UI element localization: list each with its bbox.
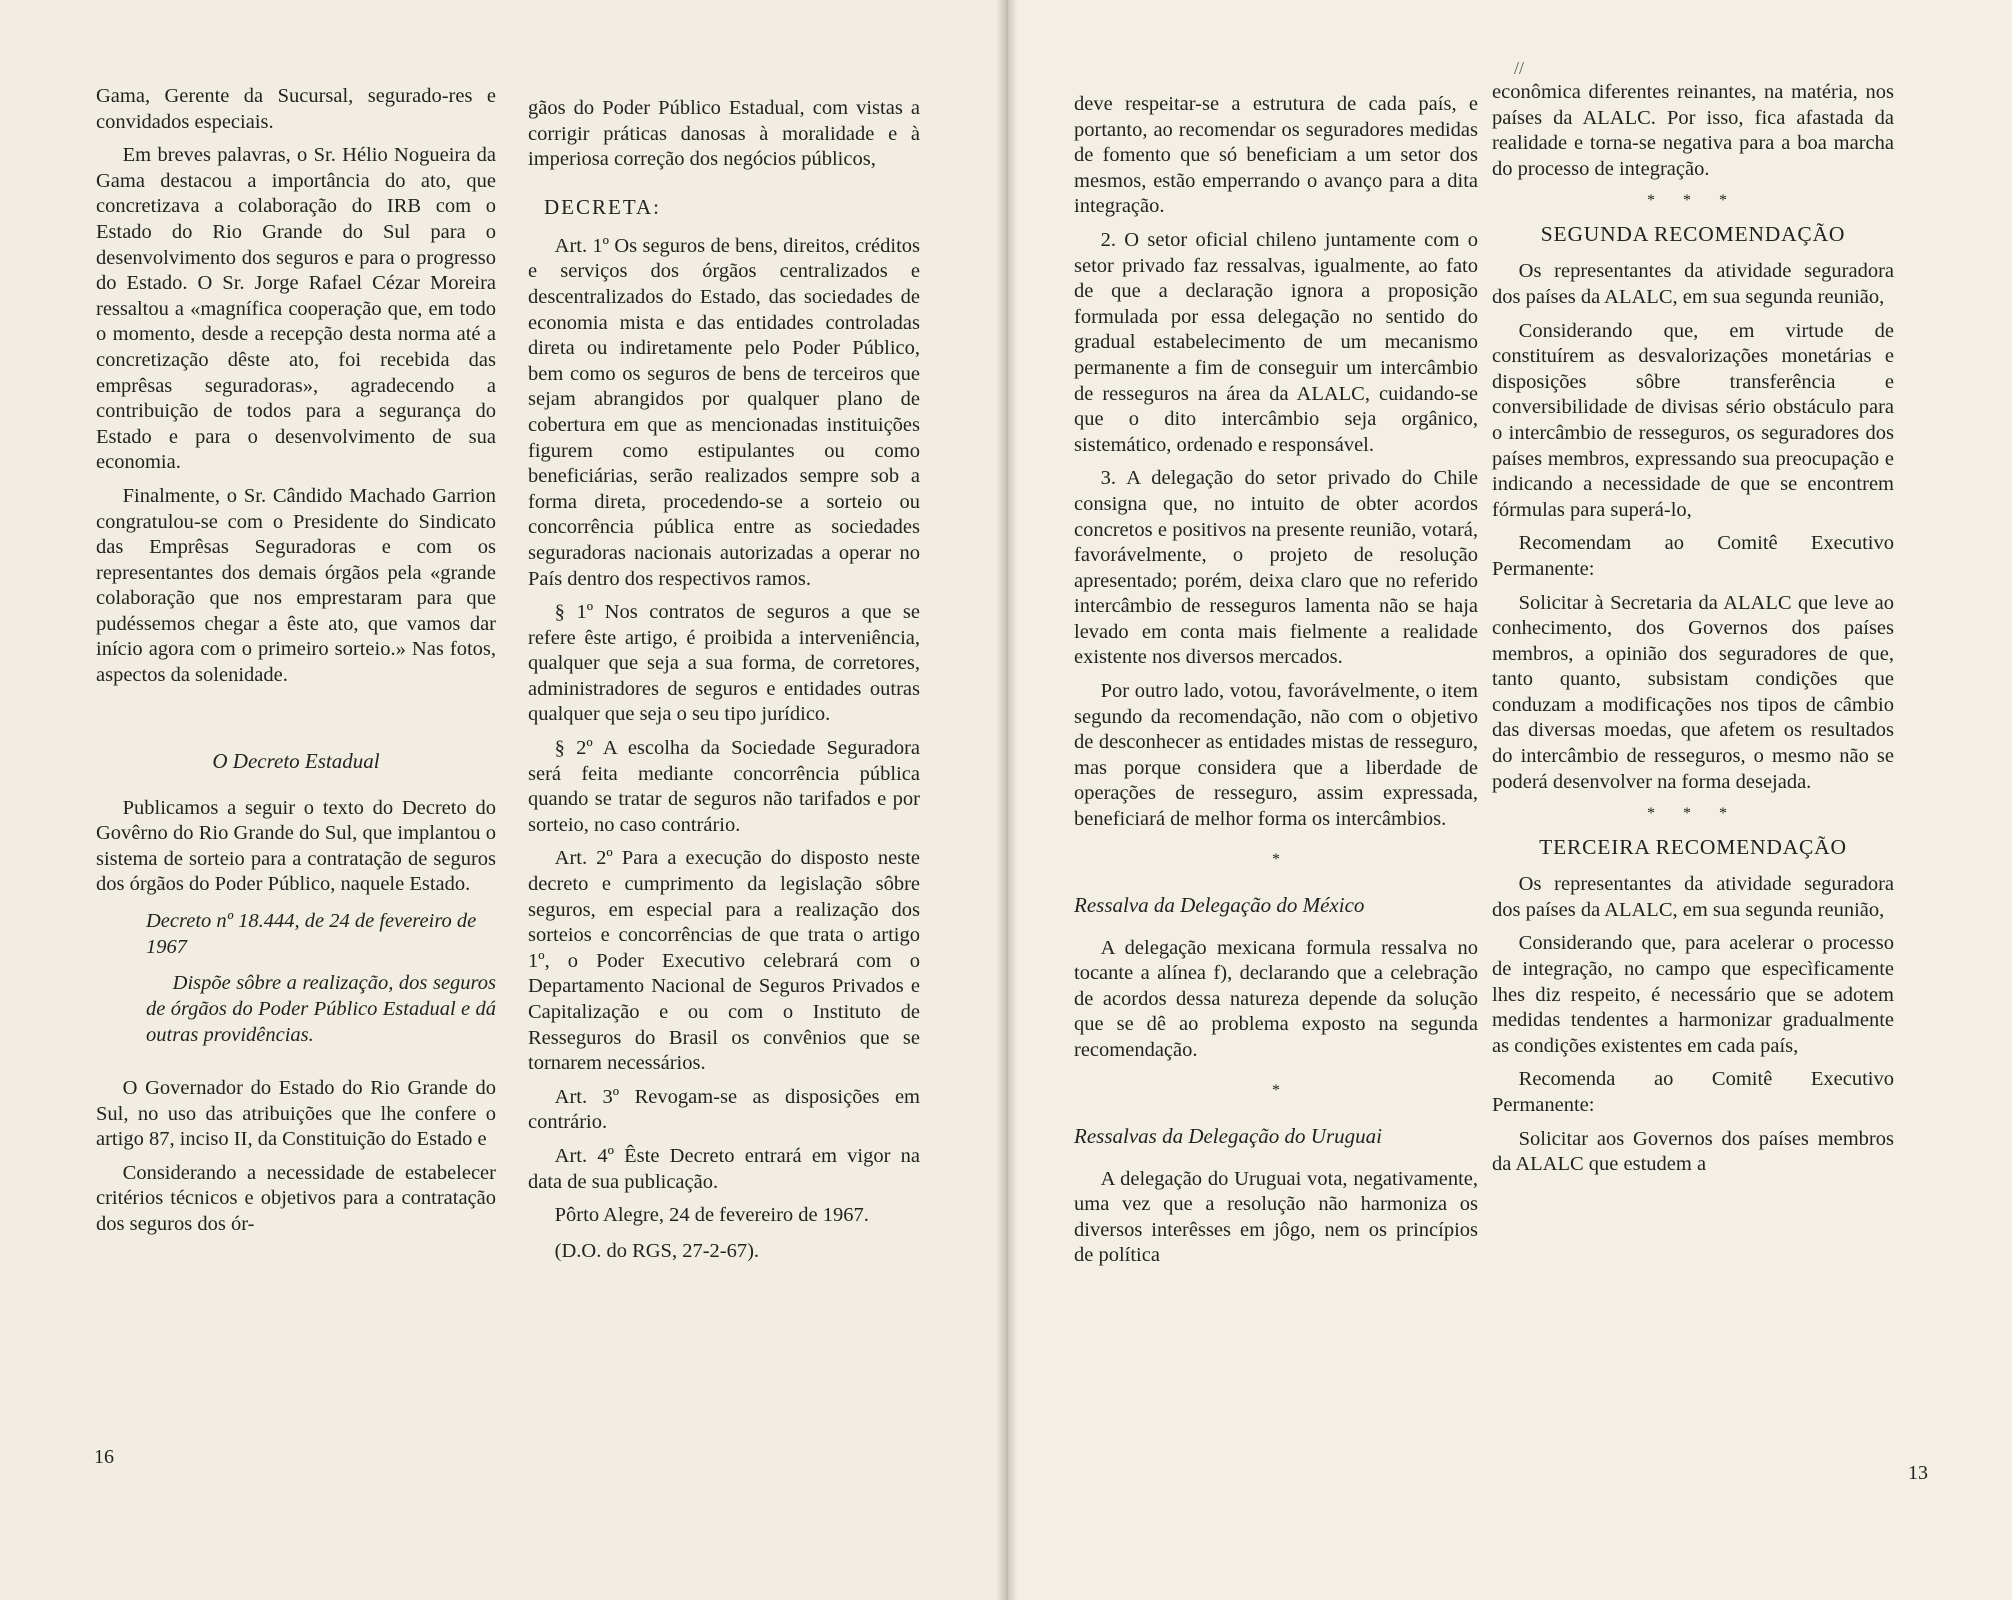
right-column-2 — [1492, 80, 1894, 1186]
paragraph: Considerando que, em virtude de constituírem as desvalorizações monetárias e disposições sôbre transferência e conversibilidade de divisas sério obstáculo para o intercâmbio de resseguros, os seguradores dos países membros, expressando sua preocupação e indicando a necessidade de que se encontrem fórmulas para superá-lo, — [1492, 319, 1894, 521]
article-1-paragraph-1: § 1º Nos contratos de seguros a que se refere êste artigo, é proibida a interveniência, qualquer que seja a sua forma, de corretores, administradores de seguros e entidades outras qualquer que seja o seu tipo jurídico. — [528, 601, 920, 726]
right-column-1 — [1074, 92, 1478, 1277]
article-2: Art. 2º Para a execução do disposto neste decreto e cumprimento da legislação sôbre seguros, em especial para a realização dos sorteios e concorrências de que trata o artigo 1º, o Poder Executivo celebrará com o Departamento Nacional de Seguros Privados e Capitalização e ou com o Instituto de Resseguros do Brasil os convênios que se tornarem necessários. — [528, 847, 920, 1075]
paragraph: Considerando a necessidade de estabelecer critérios técnicos e objetivos para a contratação dos seguros dos ór- — [96, 1161, 496, 1235]
decree-summary: Dispõe sôbre a realização, dos seguros de órgãos do Poder Público Estadual e dá outras providências. — [146, 972, 496, 1047]
section-heading: SEGUNDA RECOMENDAÇÃO — [1540, 222, 1846, 247]
paragraph: Solicitar à Secretaria da ALALC que leve ao conhecimento, dos Governos dos países membros, a opinião dos seguradores de que, tanto quanto, subsistam condições que conduzam a modificações nos tipos de câmbio das diversas moedas, que afetem os resultados do intercâmbio de resseguros, o mesmo não se poderá desenvolver na forma desejada. — [1492, 591, 1894, 793]
article-3: Art. 3º Revogam-se as disposições em contrário. — [528, 1085, 920, 1134]
separator-star: * — [1272, 850, 1280, 868]
paragraph: Solicitar aos Governos dos países membros da ALALC que estudem a — [1492, 1127, 1894, 1176]
article-4: Art. 4º Êste Decreto entrará em vigor na data de sua publicação. — [528, 1144, 920, 1193]
page-number: 13 — [1908, 1462, 1928, 1484]
paragraph: A delegação mexicana formula ressalva no tocante a alínea f), declarando que a celebração de acordos dessa natureza depende da solução que se dê ao problema exposto na segunda recomendação. — [1074, 936, 1478, 1061]
paragraph: deve respeitar-se a estrutura de cada país, e portanto, ao recomendar os seguradores medidas de fomento que só beneficiam a um setor dos mesmos, estão emperrando o avanço para a dita integração. — [1074, 93, 1478, 218]
paragraph: Finalmente, o Sr. Cândido Machado Garrion congratulou-se com o Presidente do Sindicato das Emprêsas Seguradoras e com os representantes dos demais órgãos pela «grande colaboração que nos emprestaram para que pudéssemos chegar a êste ato, que vamos dar início agora com o primeiro sorteio.» Nas fotos, aspectos da solenidade. — [96, 484, 496, 687]
right-page — [1006, 0, 2012, 1600]
paragraph: Considerando que, para acelerar o processo de integração, no campo que especìficamente lhes diz respeito, é necessário que se adotem medidas tendentes a harmonizar gradualmente as condições existentes em cada país, — [1492, 932, 1894, 1057]
section-heading: TERCEIRA RECOMENDAÇÃO — [1539, 835, 1847, 860]
left-column-1 — [96, 84, 496, 1246]
paragraph: 2. O setor oficial chileno juntamente com o setor privado faz ressalvas, igualmente, ao fato de que a declaração ignora a proposição formulada por essa delegação no sentido do gradual estabelecimento de um mecanismo permanente a fim de conseguir um intercâmbio de resseguros na área da ALALC, cuidando-se que o dito intercâmbio seja orgânico, sistemático, ordenado e responsável. — [1074, 228, 1478, 456]
paragraph: 3. A delegação do setor privado do Chile consigna que, no intuito de obter acordos concretos e positivos na presente reunião, votará, favorávelmente, o projeto de resolução apresentado; porém, deixa claro que no referido intercâmbio de resseguros lamenta não se haja levado em conta mais fielmente a realidade existente nos diversos mercados. — [1074, 467, 1478, 669]
place-date: Pôrto Alegre, 24 de fevereiro de 1967. — [554, 1204, 869, 1227]
paragraph: Recomendam ao Comitê Executivo Permanente: — [1492, 532, 1894, 580]
paragraph: Em breves palavras, o Sr. Hélio Nogueira da Gama destacou a importância do ato, que concretizava a colaboração do IRB com o Estado do Rio Grande do Sul para o desenvolvimento dos seguros e para o progresso do Estado. O Sr. Jorge Rafael Cézar Moreira ressaltou a «magnífica cooperação que, em todo o momento, desde a recepção desta norma até a concretização dêste ato, foi recebida das emprêsas seguradoras», agradecendo a contribuição de todos para a segurança do Estado e para o desenvolvimento de sua economia. — [96, 144, 496, 474]
paragraph: A delegação do Uruguai vota, negativamente, uma vez que a resolução não harmoniza os diversos interêsses em jôgo, nem os princípios de política — [1074, 1167, 1478, 1267]
paragraph: econômica diferentes reinantes, na matéria, nos países da ALALC. Por isso, fica afastada da realidade e torna-se negativa para a boa marcha do processo de integração. — [1492, 81, 1894, 180]
paragraph: O Governador do Estado do Rio Grande do Sul, no uso das atribuições que lhe confere o artigo 87, inciso II, da Constituição do Estado e — [96, 1077, 496, 1151]
decree-title: Decreto nº 18.444, de 24 de fevereiro de 1967 — [146, 910, 477, 959]
article-1: Art. 1º Os seguros de bens, direitos, créditos e serviços dos órgãos centralizados e descentralizados do Estado, das sociedades de economia mista e das entidades controladas direta ou indiretamente pelo Poder Público, bem como os seguros de bens de terceiros que sejam abrangidos por qualquer plano de cobertura em que as mencionadas instituições figurem como estipulantes ou como beneficiárias, serão realizados sempre sob a forma direta, procedendo-se a sorteio ou concorrência pública entre as sociedades seguradoras nacionais autorizadas a operar no País dentro dos respectivos ramos. — [528, 234, 920, 590]
separator-stars: * * * — [1647, 805, 1739, 823]
article-1-paragraph-2: § 2º A escolha da Sociedade Seguradora será feita mediante concorrência pública quando se tratar de seguros não tarifados e por sorteio, no caso contrário. — [528, 737, 920, 836]
separator-stars: * * * — [1647, 192, 1739, 210]
separator-star: * — [1272, 1081, 1280, 1099]
handwritten-mark: // — [1514, 58, 1525, 78]
paragraph: Publicamos a seguir o texto do Decreto do Govêrno do Rio Grande do Sul, que implantou o sistema de sorteio para a contratação de seguros dos órgãos do Poder Público, naquele Estado. — [96, 796, 496, 896]
section-heading: Ressalva da Delegação do México — [1074, 892, 1365, 917]
paragraph: Gama, Gerente da Sucursal, segurado-res e convidados especiais. — [96, 85, 496, 133]
paragraph: gãos do Poder Público Estadual, com vistas a corrigir práticas danosas à moralidade e à imperiosa correção dos negócios públicos, — [528, 97, 920, 171]
paragraph: Recomenda ao Comitê Executivo Permanente: — [1492, 1068, 1894, 1116]
book-gutter — [996, 0, 1018, 1600]
paragraph: Por outro lado, votou, favorávelmente, o item segundo da recomendação, não com o objetivo de desconhecer as entidades mistas de resseguro, mas porque considera que a liberdade de operações de resseguro, assim expressada, beneficiará de melhor forma os intercâmbios. — [1074, 680, 1478, 831]
section-heading: O Decreto Estadual — [212, 748, 380, 773]
decreta-heading: DECRETA: — [544, 194, 661, 219]
paragraph: Os representantes da atividade seguradora dos países da ALALC, em sua segunda reunião, — [1492, 260, 1894, 308]
section-heading: Ressalvas da Delegação do Uruguai — [1074, 1123, 1382, 1148]
source-reference: (D.O. do RGS, 27-2-67). — [554, 1239, 760, 1262]
left-column-2 — [528, 96, 920, 1272]
paragraph: Os representantes da atividade seguradora dos países da ALALC, em sua segunda reunião, — [1492, 873, 1894, 921]
page-number: 16 — [94, 1446, 114, 1468]
